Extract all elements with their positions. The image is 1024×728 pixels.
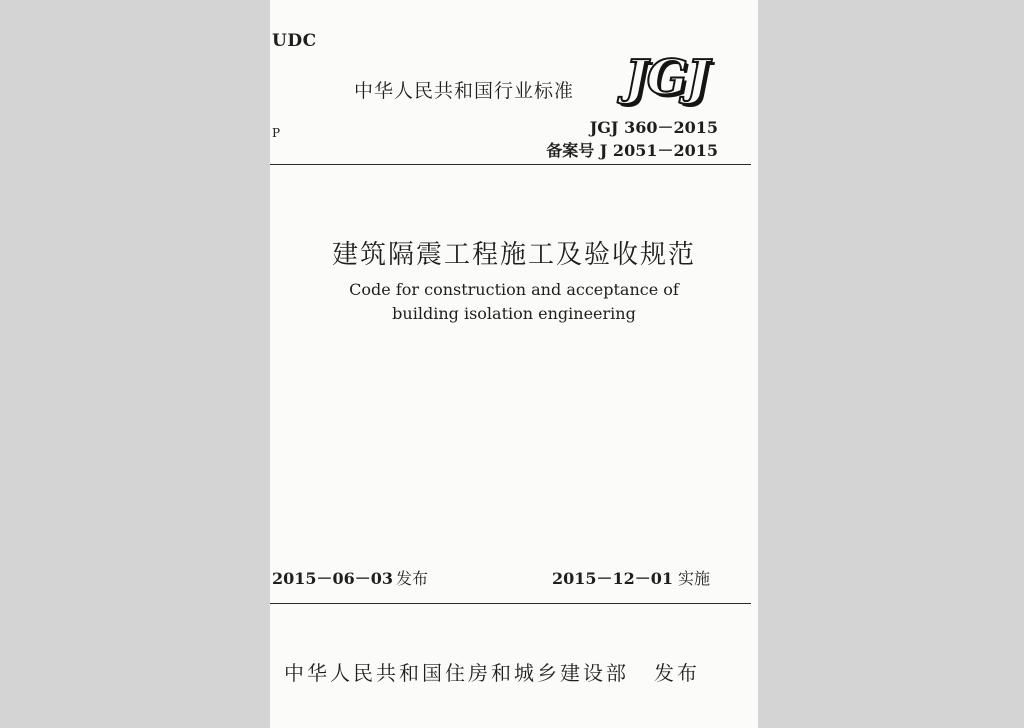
publish-label: 发布 bbox=[654, 661, 700, 685]
document-cover bbox=[270, 0, 758, 728]
implement-date: 2015－12－01 bbox=[552, 569, 674, 588]
record-number: 备案号 J 2051－2015 bbox=[546, 141, 718, 160]
jgj-logo: JGJ bbox=[625, 50, 709, 106]
implement-label: 实施 bbox=[678, 569, 711, 588]
udc-label: UDC bbox=[272, 31, 317, 51]
title-english-line1: Code for construction and acceptance of bbox=[349, 280, 679, 299]
issuing-ministry: 中华人民共和国住房和城乡建设部 bbox=[284, 661, 629, 685]
issue-label: 发布 bbox=[396, 569, 429, 588]
issue-date: 2015－06－03 bbox=[272, 569, 394, 588]
industry-standard-heading: 中华人民共和国行业标准 bbox=[354, 80, 575, 102]
title-english-line2: building isolation engineering bbox=[392, 304, 636, 323]
top-divider bbox=[270, 164, 751, 165]
standard-number: JGJ 360－2015 bbox=[589, 118, 718, 137]
title-chinese: 建筑隔震工程施工及验收规范 bbox=[331, 240, 696, 270]
bottom-divider bbox=[270, 603, 751, 604]
side-mark: P bbox=[272, 126, 281, 140]
